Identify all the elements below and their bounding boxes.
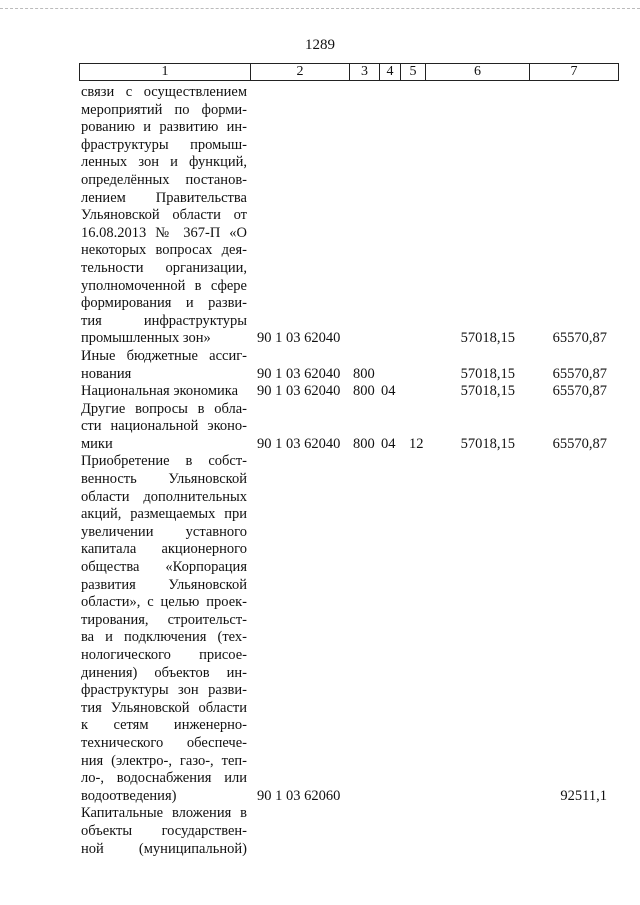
table-row bbox=[81, 805, 621, 858]
description-line: мики bbox=[81, 435, 113, 452]
description-line: сти национальной эконо- bbox=[81, 418, 247, 435]
table-row bbox=[81, 348, 621, 383]
header-col-7: 7 bbox=[570, 64, 578, 79]
description-line: ния (электро-, газо-, теп- bbox=[81, 752, 247, 769]
header-col-3: 3 bbox=[350, 64, 380, 80]
amount-col-7: 65570,87 bbox=[552, 330, 607, 347]
description-line: формирования и разви- bbox=[81, 295, 247, 312]
description-line: области дополнительных bbox=[81, 488, 247, 505]
description-line: капитала акционерного bbox=[81, 541, 247, 558]
description-line: к сетям инженерно- bbox=[81, 717, 247, 734]
classification-code: 90 1 03 62060 bbox=[257, 787, 341, 804]
description-line: ной (муниципальной) bbox=[81, 840, 247, 857]
amount-col-6: 57018,15 bbox=[460, 435, 515, 452]
row-description bbox=[81, 383, 247, 401]
description-line: области», с целью проек- bbox=[81, 594, 247, 611]
description-line: объекты государствен- bbox=[81, 822, 247, 839]
description-line: Иные бюджетные ассиг- bbox=[81, 347, 247, 364]
row-description bbox=[81, 348, 247, 383]
page-number: 1289 bbox=[305, 37, 335, 53]
description-line: нования bbox=[81, 365, 132, 382]
description-line: Ульяновской области от bbox=[81, 207, 247, 224]
description-line: нологического присое- bbox=[81, 647, 247, 663]
description-line: тельности организации, bbox=[81, 259, 247, 276]
description-line: связи с осуществлением bbox=[81, 84, 247, 100]
amount-col-7: 65570,87 bbox=[552, 365, 607, 382]
amount-col-6: 57018,15 bbox=[460, 330, 515, 347]
table-body bbox=[81, 84, 621, 858]
description-line: ленных зон и функций, bbox=[81, 154, 247, 171]
classification-code: 90 1 03 62040 bbox=[257, 365, 341, 382]
description-line: фраструктуры промыш- bbox=[81, 136, 247, 153]
description-line: Другие вопросы в обла- bbox=[81, 400, 247, 417]
description-line: акций, размещаемых при bbox=[81, 506, 247, 523]
row-description bbox=[81, 401, 247, 454]
table-row bbox=[81, 383, 621, 401]
description-line: тия инфраструктуры bbox=[81, 312, 247, 329]
description-line: водоотведения) bbox=[81, 787, 177, 804]
description-line: Национальная экономика bbox=[81, 383, 239, 400]
description-line: Капитальные вложения в bbox=[81, 805, 247, 822]
header-col-5: 5 bbox=[401, 64, 426, 80]
description-line: увеличении уставного bbox=[81, 523, 247, 540]
description-line: тирования, строительст- bbox=[81, 611, 247, 628]
description-line: некоторых вопросах дея- bbox=[81, 242, 247, 259]
description-line: уполномоченной в сфере bbox=[81, 277, 247, 294]
classification-code: 90 1 03 62040 bbox=[257, 330, 341, 347]
description-line: венность Ульяновской bbox=[81, 471, 247, 488]
amount-col-7: 65570,87 bbox=[552, 435, 607, 452]
table-row bbox=[81, 84, 621, 348]
section-code: 04 bbox=[381, 383, 396, 400]
description-line: Приобретение в собст- bbox=[81, 453, 247, 470]
description-line: фраструктуры зон разви- bbox=[81, 682, 247, 699]
classification-code: 90 1 03 62040 bbox=[257, 435, 341, 452]
amount-col-6: 57018,15 bbox=[460, 365, 515, 382]
description-line: лением Правительства bbox=[81, 189, 247, 206]
description-line: ло-, водоснабжения или bbox=[81, 770, 247, 787]
expense-type: 800 bbox=[353, 435, 375, 452]
table-row bbox=[81, 401, 621, 454]
subsection-code: 12 bbox=[409, 435, 424, 452]
amount-col-7: 92511,1 bbox=[560, 787, 607, 804]
classification-code: 90 1 03 62040 bbox=[257, 383, 341, 400]
amount-col-7: 65570,87 bbox=[552, 383, 607, 400]
scan-edge-line bbox=[0, 8, 640, 10]
row-description bbox=[81, 84, 247, 348]
description-line: промышленных зон» bbox=[81, 330, 211, 347]
description-line: ва и подключения (тех- bbox=[81, 629, 247, 646]
expense-type: 800 bbox=[353, 365, 375, 382]
row-description bbox=[81, 805, 247, 858]
description-line: рованию и развитию ин- bbox=[81, 119, 247, 136]
table-header bbox=[79, 63, 619, 81]
table-row bbox=[81, 453, 621, 805]
description-line: развития Ульяновской bbox=[81, 576, 247, 593]
header-col-2: 2 bbox=[251, 64, 350, 80]
description-line: определённых постанов- bbox=[81, 171, 247, 188]
header-col-6: 6 bbox=[426, 64, 530, 80]
description-line: мероприятий по форми- bbox=[81, 101, 247, 118]
description-line: 16.08.2013 № 367-П «О bbox=[81, 224, 247, 241]
amount-col-6: 57018,15 bbox=[460, 383, 515, 400]
expense-type: 800 bbox=[353, 383, 375, 400]
description-line: тия Ульяновской области bbox=[81, 699, 247, 716]
description-line: динения) объектов ин- bbox=[81, 664, 247, 681]
description-line: технического обеспече- bbox=[81, 734, 247, 751]
description-line: общества «Корпорация bbox=[81, 559, 247, 576]
header-col-4: 4 bbox=[380, 64, 401, 80]
header-col-1: 1 bbox=[80, 64, 251, 80]
row-description bbox=[81, 453, 247, 805]
section-code: 04 bbox=[381, 435, 396, 452]
